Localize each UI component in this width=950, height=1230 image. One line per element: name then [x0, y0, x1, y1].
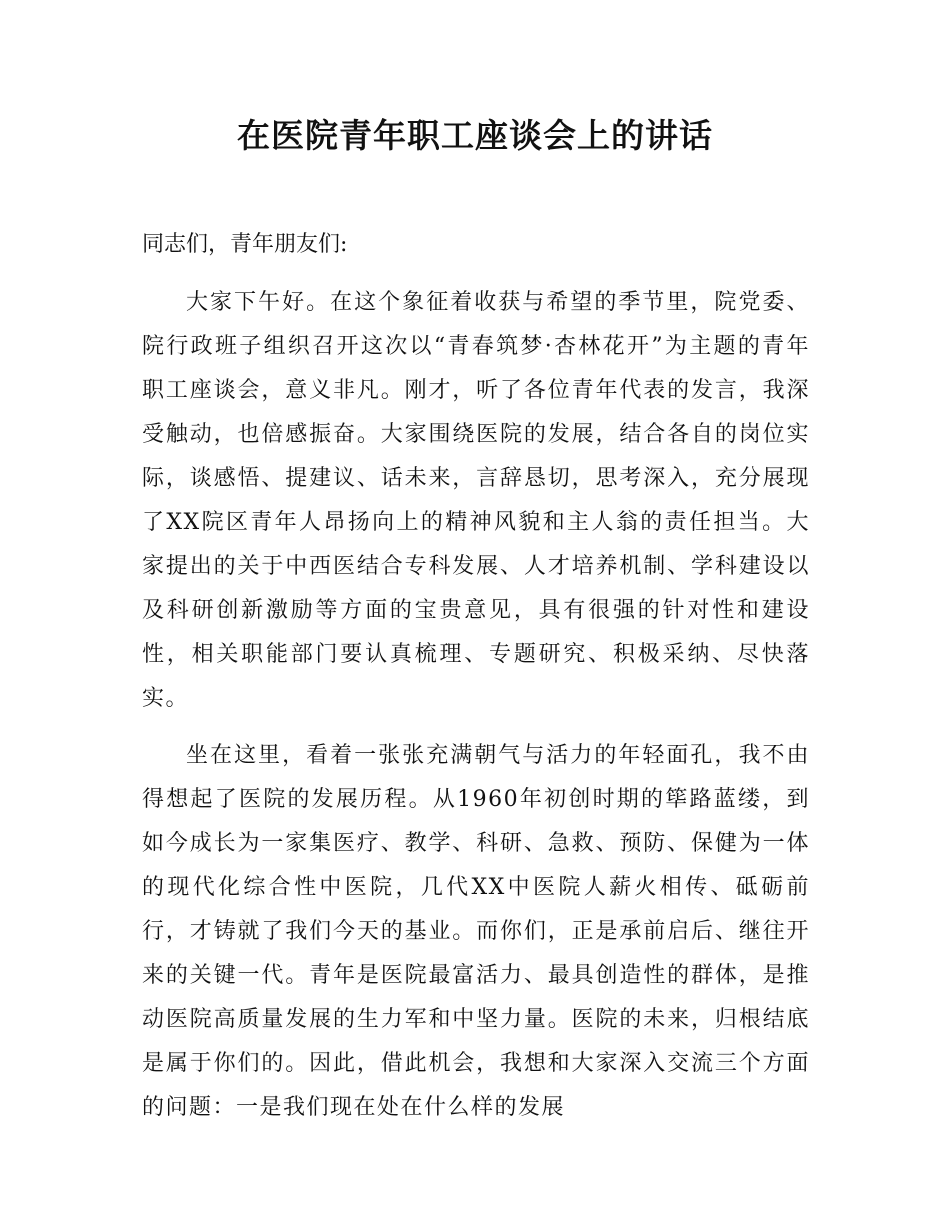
- paragraph-2: 坐在这里，看着一张张充满朝气与活力的年轻面孔，我不由得想起了医院的发展历程。从1960年初创时期的筚路蓝缕，到如今成长为一家集医疗、教学、科研、急救、预防、保健为一体的现代化综合性中医院，几代XX中医院人薪火相传、砥砺前行，才铸就了我们今天的基业。而你们，正是承前启后、继往开来的关键一代。青年是医院最富活力、最具创造性的群体，是推动医院高质量发展的生力军和中坚力量。医院的未来，归根结底是属于你们的。因此，借此机会，我想和大家深入交流三个方面的问题：一是我们现在处在什么样的发展: [142, 743, 810, 1120]
- document-title: 在医院青年职工座谈会上的讲话: [237, 116, 713, 155]
- paragraph-1: 大家下午好。在这个象征着收获与希望的季节里，院党委、院行政班子组织召开这次以“青春筑梦·杏林花开”为主题的青年职工座谈会，意义非凡。刚才，听了各位青年代表的发言，我深受触动，也倍感振奋。大家围绕医院的发展，结合各自的岗位实际，谈感悟、提建议、话未来，言辞恳切，思考深入，充分展现了XX院区青年人昂扬向上的精神风貌和主人翁的责任担当。大家提出的关于中西医结合专科发展、人才培养机制、学科建设以及科研创新激励等方面的宝贵意见，具有很强的针对性和建设性，相关职能部门要认真梳理、专题研究、积极采纳、尽快落实。: [142, 290, 810, 711]
- spacer: [142, 721, 810, 734]
- spacer: [142, 267, 810, 281]
- salutation: 同志们，青年朋友们:: [142, 232, 348, 257]
- document-body: [142, 223, 810, 1130]
